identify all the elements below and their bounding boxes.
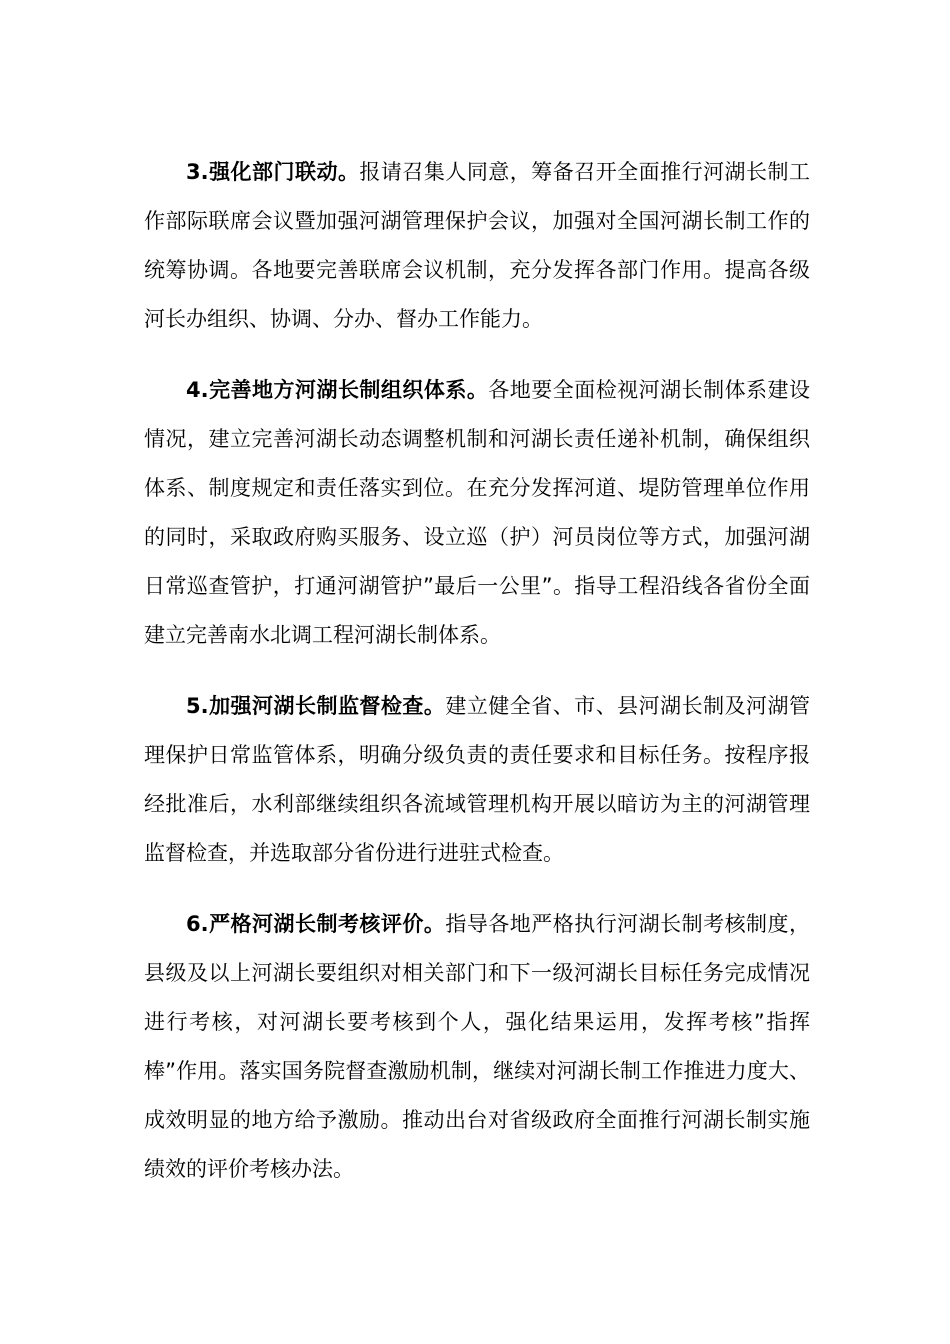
document-page [144, 148, 810, 1216]
paragraph-6 [144, 900, 810, 1194]
paragraph-heading: 5.加强河湖长制监督检查。 [186, 694, 446, 718]
paragraph-body: 指导各地严格执行河湖长制考核制度，县级及以上河湖长要组织对相关部门和下一级河湖长目标任务完成情况进行考核，对河湖长要考核到个人，强化结果运用，发挥考核”指挥棒”作用。落实国务院督查激励机制，继续对河湖长制工作推进力度大、成效明显的地方给予激励。推动出台对省级政府全面推行河湖长制实施绩效的评价考核办法。 [144, 912, 811, 1181]
paragraph-body: 各地要全面检视河湖长制体系建设情况，建立完善河湖长动态调整机制和河湖长责任递补机制，确保组织体系、制度规定和责任落实到位。在充分发挥河道、堤防管理单位作用的同时，采取政府购买服务、设立巡（护）河员岗位等方式，加强河湖日常巡查管护，打通河湖管护”最后一公里”。指导工程沿线各省份全面建立完善南水北调工程河湖长制体系。 [144, 378, 810, 647]
paragraph-5 [144, 682, 810, 878]
paragraph-body: 建立健全省、市、县河湖长制及河湖管理保护日常监管体系，明确分级负责的责任要求和目标任务。按程序报经批准后，水利部继续组织各流域管理机构开展以暗访为主的河湖管理监督检查，并选取部分省份进行进驻式检查。 [144, 694, 811, 865]
paragraph-4 [144, 366, 810, 660]
paragraph-heading: 4.完善地方河湖长制组织体系。 [186, 378, 489, 402]
paragraph-body: 报请召集人同意，筹备召开全面推行河湖长制工作部际联席会议暨加强河湖管理保护会议，加强对全国河湖长制工作的统筹协调。各地要完善联席会议机制，充分发挥各部门作用。提高各级河长办组织、协调、分办、督办工作能力。 [144, 160, 810, 331]
paragraph-heading: 3.强化部门联动。 [186, 160, 360, 184]
paragraph-3 [144, 148, 810, 344]
paragraph-heading: 6.严格河湖长制考核评价。 [186, 912, 446, 936]
